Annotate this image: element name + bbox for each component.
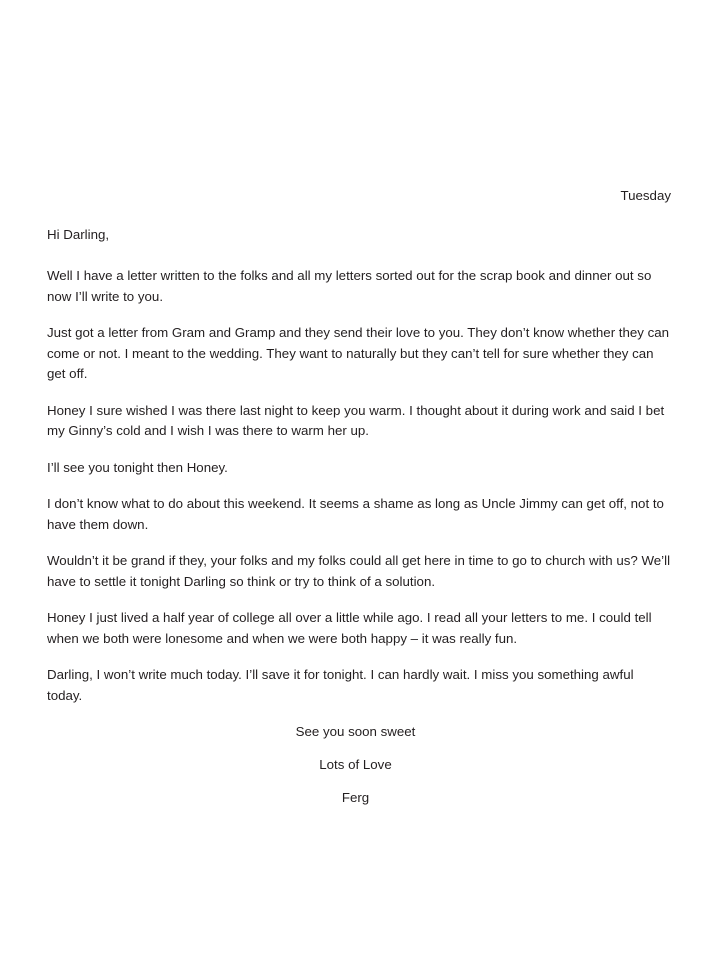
letter-closing-block bbox=[47, 722, 672, 807]
letter-paragraph: I’ll see you tonight then Honey. bbox=[47, 459, 228, 475]
letter-paragraph: Just got a letter from Gram and Gramp and they send their love to you. They don’t know whether they can come or not. I meant to the wedding. They want to naturally but they can’t tell for sure whether they can get off. bbox=[47, 325, 670, 381]
letter-date-line: Tuesday bbox=[620, 188, 671, 203]
letter-salutation: Hi Darling, bbox=[47, 227, 110, 242]
letter-closing-line: Lots of Love bbox=[319, 757, 392, 772]
letter-paragraph: Well I have a letter written to the folks and all my letters sorted out for the scrap book and dinner out so now I’ll write to you. bbox=[47, 268, 652, 304]
letter-body bbox=[47, 186, 672, 807]
letter-paragraph: I don’t know what to do about this weekend. It seems a shame as long as Uncle Jimmy can get off, not to have them down. bbox=[47, 496, 664, 532]
letter-closing-line: See you soon sweet bbox=[295, 724, 416, 739]
letter-paragraph: Wouldn’t it be grand if they, your folks and my folks could all get here in time to go to church with us? We’ll have to settle it tonight Darling so think or try to think of a solution. bbox=[47, 553, 671, 589]
letter-paragraph: Darling, I won’t write much today. I’ll save it for tonight. I can hardly wait. I miss you something awful today. bbox=[47, 667, 634, 703]
letter-signature: Ferg bbox=[341, 790, 370, 805]
letter-paragraph: Honey I just lived a half year of college all over a little while ago. I read all your letters to me. I could tell when we both were lonesome and when we were both happy – it was really fun. bbox=[47, 610, 652, 646]
letter-paragraph: Honey I sure wished I was there last night to keep you warm. I thought about it during work and said I bet my Ginny’s cold and I wish I was there to warm her up. bbox=[47, 402, 665, 438]
